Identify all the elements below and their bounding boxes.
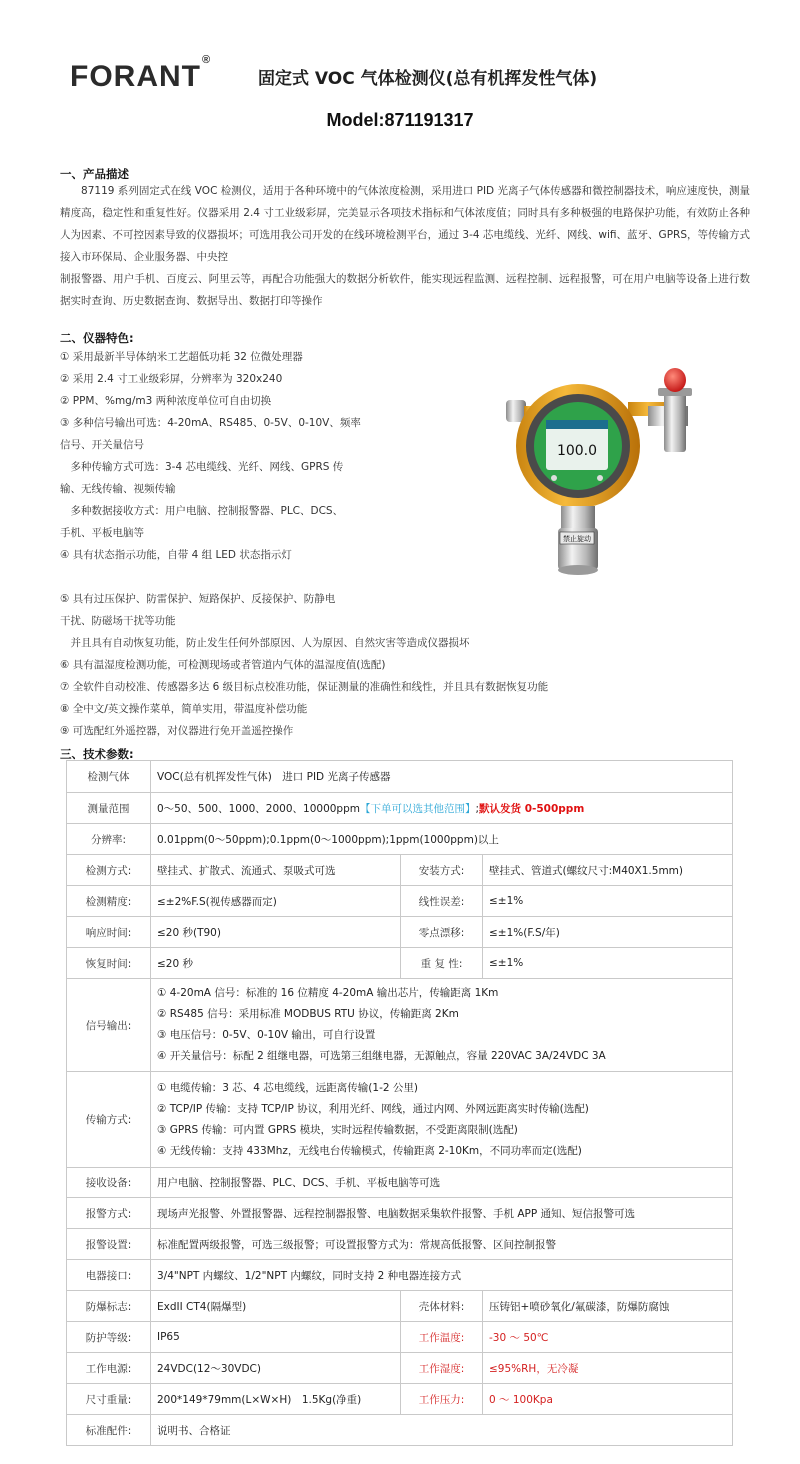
features-list	[60, 346, 548, 742]
spec-value: 0 ～ 100Kpa	[483, 1384, 733, 1415]
table-row	[67, 917, 733, 948]
table-row	[67, 1415, 733, 1446]
spec-label: 检测方式:	[67, 855, 151, 886]
range-separator: ;	[475, 802, 480, 815]
feature-line: ② PPM、%mg/m3 两种浓度单位可自由切换	[60, 395, 272, 407]
table-row	[67, 824, 733, 855]
spec-value: ≤±2%F.S(视传感器而定)	[151, 886, 401, 917]
table-row	[67, 1322, 733, 1353]
spec-table	[66, 760, 733, 1446]
spec-label: 工作电源:	[67, 1353, 151, 1384]
spec-label: 报警方式:	[67, 1198, 151, 1229]
spec-label: 零点漂移:	[401, 917, 483, 948]
tag-label: 禁止旋动	[563, 535, 591, 543]
spec-label: 尺寸重量:	[67, 1384, 151, 1415]
spec-label: 安装方式:	[401, 855, 483, 886]
feature-line: ⑧ 全中文/英文操作菜单，简单实用，带温度补偿功能	[60, 703, 308, 715]
spec-value: IP65	[151, 1322, 401, 1353]
section-description-heading: 一、产品描述	[60, 167, 129, 181]
table-row	[67, 1291, 733, 1322]
table-row	[67, 948, 733, 979]
feature-line: ⑥ 具有温湿度检测功能，可检测现场或者管道内气体的温湿度值(选配)	[60, 659, 386, 671]
spec-label: 防爆标志:	[67, 1291, 151, 1322]
spec-label: 报警设置:	[67, 1229, 151, 1260]
table-row	[67, 761, 733, 793]
transmission-line: ③ GPRS 传输：可内置 GPRS 模块，实时远程传输数据，不受距离限制(选配)	[157, 1123, 518, 1136]
spec-value: 24VDC(12～30VDC)	[151, 1353, 401, 1384]
feature-line: 手机、平板电脑等	[60, 527, 144, 539]
spec-value: 200*149*79mm(L×W×H) 1.5Kg(净重)	[151, 1384, 401, 1415]
spec-value: 壁挂式、管道式(螺纹尺寸:M40X1.5mm)	[483, 855, 733, 886]
table-row	[67, 1198, 733, 1229]
spec-label: 信号输出:	[67, 979, 151, 1072]
spec-label: 壳体材料:	[401, 1291, 483, 1322]
spec-label: 工作湿度:	[401, 1353, 483, 1384]
spec-value: ≤±1%	[483, 948, 733, 979]
table-row	[67, 793, 733, 824]
spec-label: 重 复 性:	[401, 948, 483, 979]
feature-line: ⑦ 全软件自动校准、传感器多达 6 级目标点校准功能，保证测量的准确性和线性，并且具有数据恢复功能	[60, 681, 549, 693]
feature-line: 信号、开关量信号	[60, 439, 144, 451]
spec-value: 现场声光报警、外置报警器、远程控制器报警、电脑数据采集软件报警、手机 APP 通知、短信报警可选	[151, 1198, 733, 1229]
spec-value: ≤±1%	[483, 886, 733, 917]
signal-line: ① 4-20mA 信号：标准的 16 位精度 4-20mA 输出芯片，传输距离 1Km	[157, 987, 499, 999]
model-number: Model:871191317	[326, 110, 474, 130]
feature-line: ④ 具有状态指示功能，自带 4 组 LED 状态指示灯	[60, 549, 292, 561]
spec-label: 标准配件:	[67, 1415, 151, 1446]
feature-line: ③ 多种信号输出可选：4-20mA、RS485、0-5V、0-10V、频率	[60, 417, 361, 429]
screen-reading: 100.0	[556, 443, 598, 459]
spec-value: VOC(总有机挥发性气体) 进口 PID 光离子传感器	[151, 761, 733, 793]
feature-line: 输、无线传输、视频传输	[60, 483, 176, 495]
brand-logo: FORANT®	[70, 54, 212, 93]
spec-value: ≤±1%(F.S/年)	[483, 917, 733, 948]
lamp-post-shape	[664, 392, 686, 452]
spec-label: 响应时间:	[67, 917, 151, 948]
spec-value: 标准配置两级报警，可选三级报警；可设置报警方式为：常规高低报警、区间控制报警	[151, 1229, 733, 1260]
alarm-lamp-icon	[664, 368, 686, 392]
device-illustration	[488, 356, 788, 601]
feature-line: ① 采用最新半导体纳米工艺超低功耗 32 位微处理器	[60, 351, 303, 363]
transmission-line: ④ 无线传输：支持 433Mhz，无线电台传输模式，传输距离 2-10Km，不同功率而定(选配)	[157, 1144, 582, 1157]
feature-line	[60, 566, 548, 588]
table-row	[67, 1229, 733, 1260]
page-title: 固定式 VOC 气体检测仪(总有机挥发性气体)	[258, 69, 598, 89]
table-row	[67, 1384, 733, 1415]
spec-value	[151, 979, 733, 1072]
transmission-line: ② TCP/IP 传输：支持 TCP/IP 协议，利用光纤、网线，通过内网、外网远距离实时传输(选配)	[157, 1102, 589, 1115]
range-main: 0～50、500、1000、2000、10000ppm	[157, 802, 360, 815]
description-paragraph: 87119 系列固定式在线 VOC 检测仪，适用于各种环境中的气体浓度检测，采用进口 PID 光离子气体传感器和微控制器技术，响应速度快，测量精度高，稳定性和重复性好。仪器采用 2.4 寸工业级彩屏，完美显示各项技术指标和气体浓度值；同时具有多种极强的电路保护功能，有效防止各种人为因素、不可控因素导致的仪器损坏；可选用我公司开发的在线环境检测平台，通过 3-4 芯电缆线、光纤、网线、wifi、蓝牙、GPRS，等传输方式接入市环保局、企业服务器、中央控	[60, 185, 750, 263]
table-row	[67, 855, 733, 886]
sensor-cap-shape	[558, 565, 598, 575]
table-row	[67, 886, 733, 917]
spec-label: 测量范围	[67, 793, 151, 824]
spec-value	[151, 793, 733, 824]
spec-value: -30 ～ 50℃	[483, 1322, 733, 1353]
range-note: 【下单可以选其他范围】	[360, 802, 476, 815]
spec-label: 接收设备:	[67, 1168, 151, 1198]
spec-value: 用户电脑、控制报警器、PLC、DCS、手机、平板电脑等可选	[151, 1168, 733, 1198]
spec-label: 分辨率:	[67, 824, 151, 855]
signal-line: ② RS485 信号：采用标准 MODBUS RTU 协议，传输距离 2Km	[157, 1008, 459, 1020]
spec-label: 检测精度:	[67, 886, 151, 917]
led-indicator-icon	[551, 475, 557, 481]
spec-label: 工作温度:	[401, 1322, 483, 1353]
screen-header-shape	[546, 420, 608, 429]
feature-line: ② 采用 2.4 寸工业级彩屏，分辨率为 320x240	[60, 373, 283, 385]
spec-label: 防护等级:	[67, 1322, 151, 1353]
transmission-line: ① 电缆传输：3 芯、4 芯电缆线，远距离传输(1-2 公里)	[157, 1081, 418, 1094]
spec-label: 传输方式:	[67, 1072, 151, 1168]
table-row	[67, 1260, 733, 1291]
section-features-heading: 二、仪器特色:	[60, 331, 134, 345]
spec-label: 线性误差:	[401, 886, 483, 917]
spec-value: ≤95%RH，无冷凝	[483, 1353, 733, 1384]
spec-value: ExdII CT4(隔爆型)	[151, 1291, 401, 1322]
signal-line: ③ 电压信号：0-5V、0-10V 输出，可自行设置	[157, 1029, 376, 1041]
spec-label: 工作压力:	[401, 1384, 483, 1415]
spec-value: 说明书、合格证	[151, 1415, 733, 1446]
table-row	[67, 1168, 733, 1198]
stem-nut-shape	[561, 506, 595, 530]
signal-line: ④ 开关量信号：标配 2 组继电器，可选第三组继电器，无源触点，容量 220VAC 3A/24VDC 3A	[157, 1050, 606, 1062]
table-row	[67, 979, 733, 1072]
led-indicator-icon	[597, 475, 603, 481]
feature-line: 并且具有自动恢复功能，防止发生任何外部原因、人为原因、自然灾害等造成仪器损坏	[60, 637, 470, 649]
spec-value: 3/4"NPT 内螺纹、1/2"NPT 内螺纹，同时支持 2 种电器连接方式	[151, 1260, 733, 1291]
range-default: 默认发货 0-500ppm	[479, 802, 585, 815]
spec-value: 压铸铝+喷砂氧化/氟碳漆，防爆防腐蚀	[483, 1291, 733, 1322]
table-row	[67, 1353, 733, 1384]
table-row	[67, 1072, 733, 1168]
spec-value: ≤20 秒(T90)	[151, 917, 401, 948]
description-paragraph: 制报警器、用户手机、百度云、阿里云等，再配合功能强大的数据分析软件，能实现远程监测、远程控制、远程报警，可在用户电脑等设备上进行数据实时查询、历史数据查询、数据导出、数据打印等操作	[60, 273, 750, 307]
spec-label: 检测气体	[67, 761, 151, 793]
spec-label: 电器接口:	[67, 1260, 151, 1291]
section-specs-heading: 三、技术参数:	[60, 747, 134, 761]
feature-line: ⑤ 具有过压保护、防雷保护、短路保护、反接保护、防静电	[60, 593, 336, 605]
spec-value	[151, 1072, 733, 1168]
spec-value: ≤20 秒	[151, 948, 401, 979]
feature-line: 多种传输方式可选：3-4 芯电缆线、光纤、网线、GPRS 传	[60, 461, 344, 473]
spec-value: 壁挂式、扩散式、流通式、泵吸式可选	[151, 855, 401, 886]
spec-value: 0.01ppm(0～50ppm);0.1ppm(0～1000ppm);1ppm(1000ppm)以上	[151, 824, 733, 855]
description-text	[60, 180, 750, 312]
feature-line: 干扰、防磁场干扰等功能	[60, 615, 176, 627]
feature-line: ⑨ 可选配红外遥控器，对仪器进行免开盖遥控操作	[60, 725, 294, 737]
feature-line: 多种数据接收方式：用户电脑、控制报警器、PLC、DCS、	[60, 505, 344, 517]
spec-label: 恢复时间:	[67, 948, 151, 979]
